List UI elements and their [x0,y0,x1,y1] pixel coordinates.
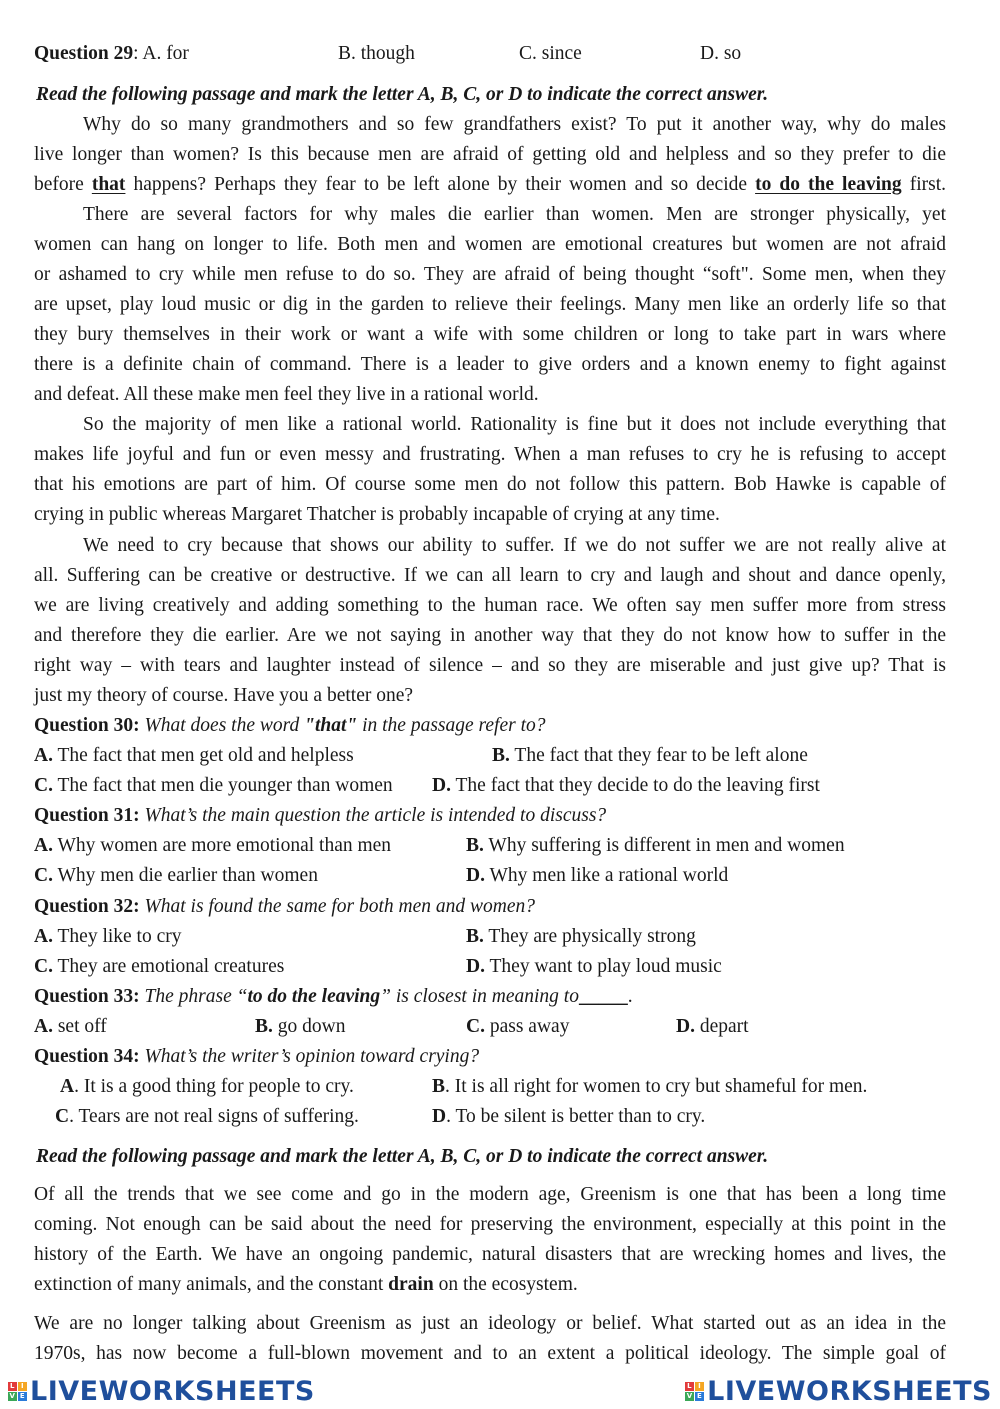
question-32-option-a[interactable]: A. They like to cry [34,926,182,947]
question-29-option-d[interactable]: D. so [700,43,742,64]
question-29-option-a[interactable]: : A. for [133,43,189,64]
p6-line-2: 1970s, has now become a full-blown movement and to an extent a political ideology. The simple goal of [34,1343,946,1364]
p4-line-4: and therefore they die earlier. Are we not saying in another way that they do not know how to suffer in the [34,625,946,646]
question-34-option-c[interactable]: C. Tears are not real signs of suffering. [55,1106,359,1127]
p3-line-2: makes life joyful and fun or even messy and frustrating. When a man refuses to cry he is refusing to accept [34,444,946,465]
question-31-option-a[interactable]: A. Why women are more emotional than men [34,835,392,856]
answer-blank[interactable]: _____ [578,986,628,1007]
question-34: Question 34: What’s the writer’s opinion toward crying? [34,1046,480,1067]
liveworksheets-mark-icon: L I V E [686,1381,703,1400]
p1-line-1: Why do so many grandmothers and so few grandfathers exist? To put it another way, why do males [83,114,946,135]
question-33-option-a[interactable]: A. set off [34,1016,107,1037]
p2-line-7: and defeat. All these make men feel they live in a rational world. [34,384,539,405]
question-34-option-b[interactable]: B. It is all right for women to cry but shameful for men. [432,1076,868,1097]
liveworksheets-logo-right[interactable] [685,1375,992,1407]
p4-line-1: We need to cry because that shows our ability to suffer. If we do not suffer we are not really alive at [83,535,946,556]
p2-line-3: or ashamed to cry while men refuse to do so. They are afraid of being thought “soft". Some men, when they [34,264,946,285]
p5-line-4: extinction of many animals, and the constant drain on the ecosystem. [34,1274,578,1295]
question-31-option-c[interactable]: C. Why men die earlier than women [34,865,318,886]
p2-line-2: women can hang on longer to life. Both men and women are emotional creatures but women are not afraid [34,234,946,255]
p2-line-6: there is a definite chain of command. There is a leader to give orders and a known enemy to fight against [34,354,946,375]
question-33: Question 33: The phrase “to do the leaving” is closest in meaning to_____. [34,986,633,1007]
question-32: Question 32: What is found the same for both men and women? [34,896,536,917]
question-29-option-b[interactable]: B. though [338,43,415,64]
question-33-option-c[interactable]: C. pass away [466,1016,570,1037]
question-31-option-b[interactable]: B. Why suffering is different in men and women [466,835,845,856]
highlight-drain: drain [388,1274,434,1295]
question-29-option-c[interactable]: C. since [519,43,582,64]
question-32-option-d[interactable]: D. They want to play loud music [466,956,722,977]
liveworksheets-brand-text: LIVEWORKSHEETS [30,1375,315,1407]
p5-line-2: coming. Not enough can be said about the need for preserving the environment, especially at this point in the [34,1214,946,1235]
p5-line-1: Of all the trends that we see come and go in the modern age, Greenism is one that has been a long time [34,1184,946,1205]
question-29-label: Question 29 [34,43,134,64]
liveworksheets-brand-text: LIVEWORKSHEETS [707,1375,992,1407]
p6-line-1: We are no longer talking about Greenism as just an ideology or belief. What started out as an idea in the [34,1313,946,1334]
p4-line-3: we are living creatively and adding something to the human race. We often say men suffer more from stress [34,595,946,616]
p4-line-2: all. Suffering can be creative or destructive. If we can all learn to cry and laugh and shout and dance openly, [34,565,946,586]
question-31-option-d[interactable]: D. Why men like a rational world [466,865,729,886]
p2-line-5: they bury themselves in their work or want a wife with some children or long to take part in wars where [34,324,946,345]
question-30-option-b[interactable]: B. The fact that they fear to be left alone [492,745,808,766]
question-30: Question 30: What does the word "that" in the passage refer to? [34,715,546,736]
highlight-to-do-the-leaving: to do the leaving [755,174,902,195]
p1-line-2: live longer than women? Is this because men are afraid of getting old and helpless and so they prefer to die [34,144,946,165]
highlight-that: that [91,174,126,195]
question-32-option-c[interactable]: C. They are emotional creatures [34,956,285,977]
question-31: Question 31: What’s the main question the article is intended to discuss? [34,805,607,826]
p2-line-4: are upset, play loud music or dig in the garden to relieve their feelings. Many men like an orderly life so that [34,294,946,315]
p1-line-3: before that happens? Perhaps they fear to be left alone by their women and so decide to do the leaving first. [34,174,946,195]
p4-line-5: right way – with tears and laughter instead of silence – and so they are miserable and just give up? That is [34,655,946,676]
p5-line-3: history of the Earth. We have an ongoing pandemic, natural disasters that are wrecking homes and lives, the [34,1244,946,1265]
question-34-option-a[interactable]: A. It is a good thing for people to cry. [60,1076,354,1097]
p3-line-1: So the majority of men like a rational world. Rationality is fine but it does not include everything that [83,414,946,435]
question-30-option-d[interactable]: D. The fact that they decide to do the leaving first [432,775,820,796]
question-34-option-d[interactable]: D. To be silent is better than to cry. [432,1106,706,1127]
p3-line-3: that his emotions are part of him. Of course some men do not follow this pattern. Bob Hawke is capable of [34,474,946,495]
p4-line-6: just my theory of course. Have you a better one? [34,685,414,706]
question-29 [34,42,189,66]
p3-line-4: crying in public whereas Margaret Thatcher is probably incapable of crying at any time. [34,504,720,525]
question-33-option-d[interactable]: D. depart [676,1016,749,1037]
instructions-2: Read the following passage and mark the letter A, B, C, or D to indicate the correct answer. [36,1146,769,1167]
p2-line-1: There are several factors for why males die earlier than women. Men are stronger physically, yet [83,204,946,225]
question-30-option-a[interactable]: A. The fact that men get old and helpless [34,745,354,766]
question-30-option-c[interactable]: C. The fact that men die younger than women [34,775,393,796]
liveworksheets-logo-left[interactable] [8,1375,315,1407]
instructions-1: Read the following passage and mark the letter A, B, C, or D to indicate the correct answer. [36,84,769,105]
question-32-option-b[interactable]: B. They are physically strong [466,926,696,947]
question-33-option-b[interactable]: B. go down [255,1016,346,1037]
liveworksheets-mark-icon: L I V E [9,1381,26,1400]
